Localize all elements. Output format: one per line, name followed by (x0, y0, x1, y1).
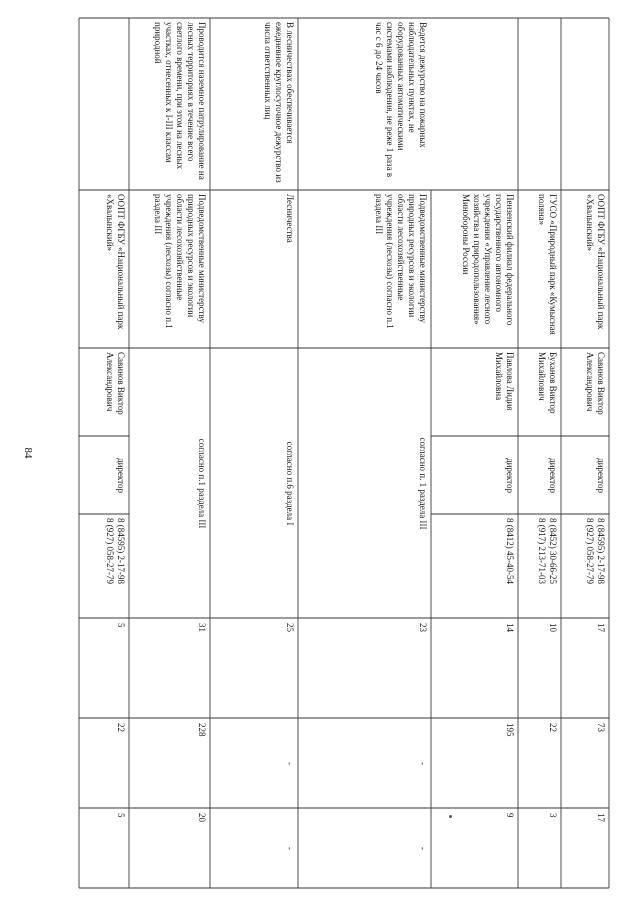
person-cell: Савинов Виктор Александрович (105, 352, 126, 415)
value-cell: - (418, 847, 428, 850)
value-cell: - (285, 762, 295, 765)
value-cell: 25 (285, 623, 295, 632)
position-cell: директор (505, 458, 515, 493)
phone-cell: 8 (8452) 30-66-25 8 (917) 213-71-03 (537, 518, 558, 584)
rotated-table (79, 18, 609, 888)
activity-cell: Ведется дежурство на пожарных наблюдательных пунктах, не оборудованных автоматическими системами наблюдения, не реже 1 раза в час с 6 до 24 часов (374, 22, 428, 178)
value-cell: 195 (505, 723, 515, 737)
value-cell: 14 (505, 623, 515, 632)
value-cell: 22 (548, 723, 558, 732)
person-cell: Буханов Виктор Михайлович (537, 352, 558, 414)
merged-reference-cell: согласно п.6 раздела I (285, 441, 295, 526)
activity-cell: В лесничествах обеспечивается ежедневное круглосуточное дежурство из числа ответственных лиц (263, 22, 295, 183)
organization-cell: Подведомственные министерству природных ресурсов и экологии области лесохозяйственные учреждения (лесхозы) согласно п.1 раздела III (153, 194, 207, 329)
organization-cell: Лесничества (285, 194, 295, 243)
organization-cell: ООПТ ФГБУ «Национальный парк «Хвалынский» (105, 194, 126, 330)
table-row (210, 18, 298, 888)
value-cell: 9 (505, 813, 515, 818)
stray-mark (449, 815, 452, 818)
organization-cell: Пензенский филиал федерального государственного автономного учреждения «Управление лесного хозяйства и природопользования» Минобороны России (461, 194, 515, 326)
phone-cell: 8 (84595) 2-17-98 8 (927) 058-27-79 (585, 518, 606, 584)
value-cell: 228 (197, 723, 207, 737)
value-cell: 17 (596, 623, 606, 632)
phone-cell: 8 (8412) 45-40-54 (505, 518, 515, 584)
value-cell: 3 (548, 813, 558, 818)
organization-cell: Подведомственные министерству природных ресурсов и экологии области лесохозяйственные учреждения (лесхозы) согласно п.1 раздела III (374, 194, 428, 329)
person-cell: Савинов Виктор Александрович (585, 352, 606, 415)
value-cell: 5 (116, 623, 126, 628)
table-row (79, 18, 129, 888)
table-row (298, 18, 431, 888)
value-cell: 31 (197, 623, 207, 632)
table-row (518, 18, 561, 888)
position-cell: директор (596, 458, 606, 493)
merged-reference-cell: согласно п.1 раздела III (197, 438, 207, 529)
page-number: 84 (22, 447, 34, 459)
value-cell: 17 (596, 813, 606, 822)
value-cell: 5 (116, 813, 126, 818)
table-row (129, 18, 210, 888)
value-cell: - (285, 847, 295, 850)
value-cell: 10 (548, 623, 558, 632)
table-row (431, 18, 518, 888)
value-cell: 23 (418, 623, 428, 632)
position-cell: директор (548, 458, 558, 493)
activity-cell: Проводится наземное патрулирование на лесных территориях в течение всего светлого времени, при этом на лесных участках, отнесенных к I-III классам природной (153, 22, 207, 180)
table-row (561, 18, 609, 888)
phone-cell: 8 (84595) 2-17-98 8 (927) 058-27-79 (105, 518, 126, 584)
value-cell: 20 (197, 813, 207, 822)
person-cell: Павлова Лидия Михайловна (494, 352, 515, 411)
merged-reference-cell: согласно п. 1 раздела III (418, 437, 428, 530)
value-cell: 22 (116, 723, 126, 732)
organization-cell: ГУСО «Природный парк «Кумысная поляна» (537, 194, 558, 335)
value-cell: 73 (596, 723, 606, 732)
position-cell: директор (116, 458, 126, 493)
organization-cell: ООПТ ФГБУ «Национальный парк «Хвалынский» (585, 194, 606, 330)
value-cell: - (418, 762, 428, 765)
